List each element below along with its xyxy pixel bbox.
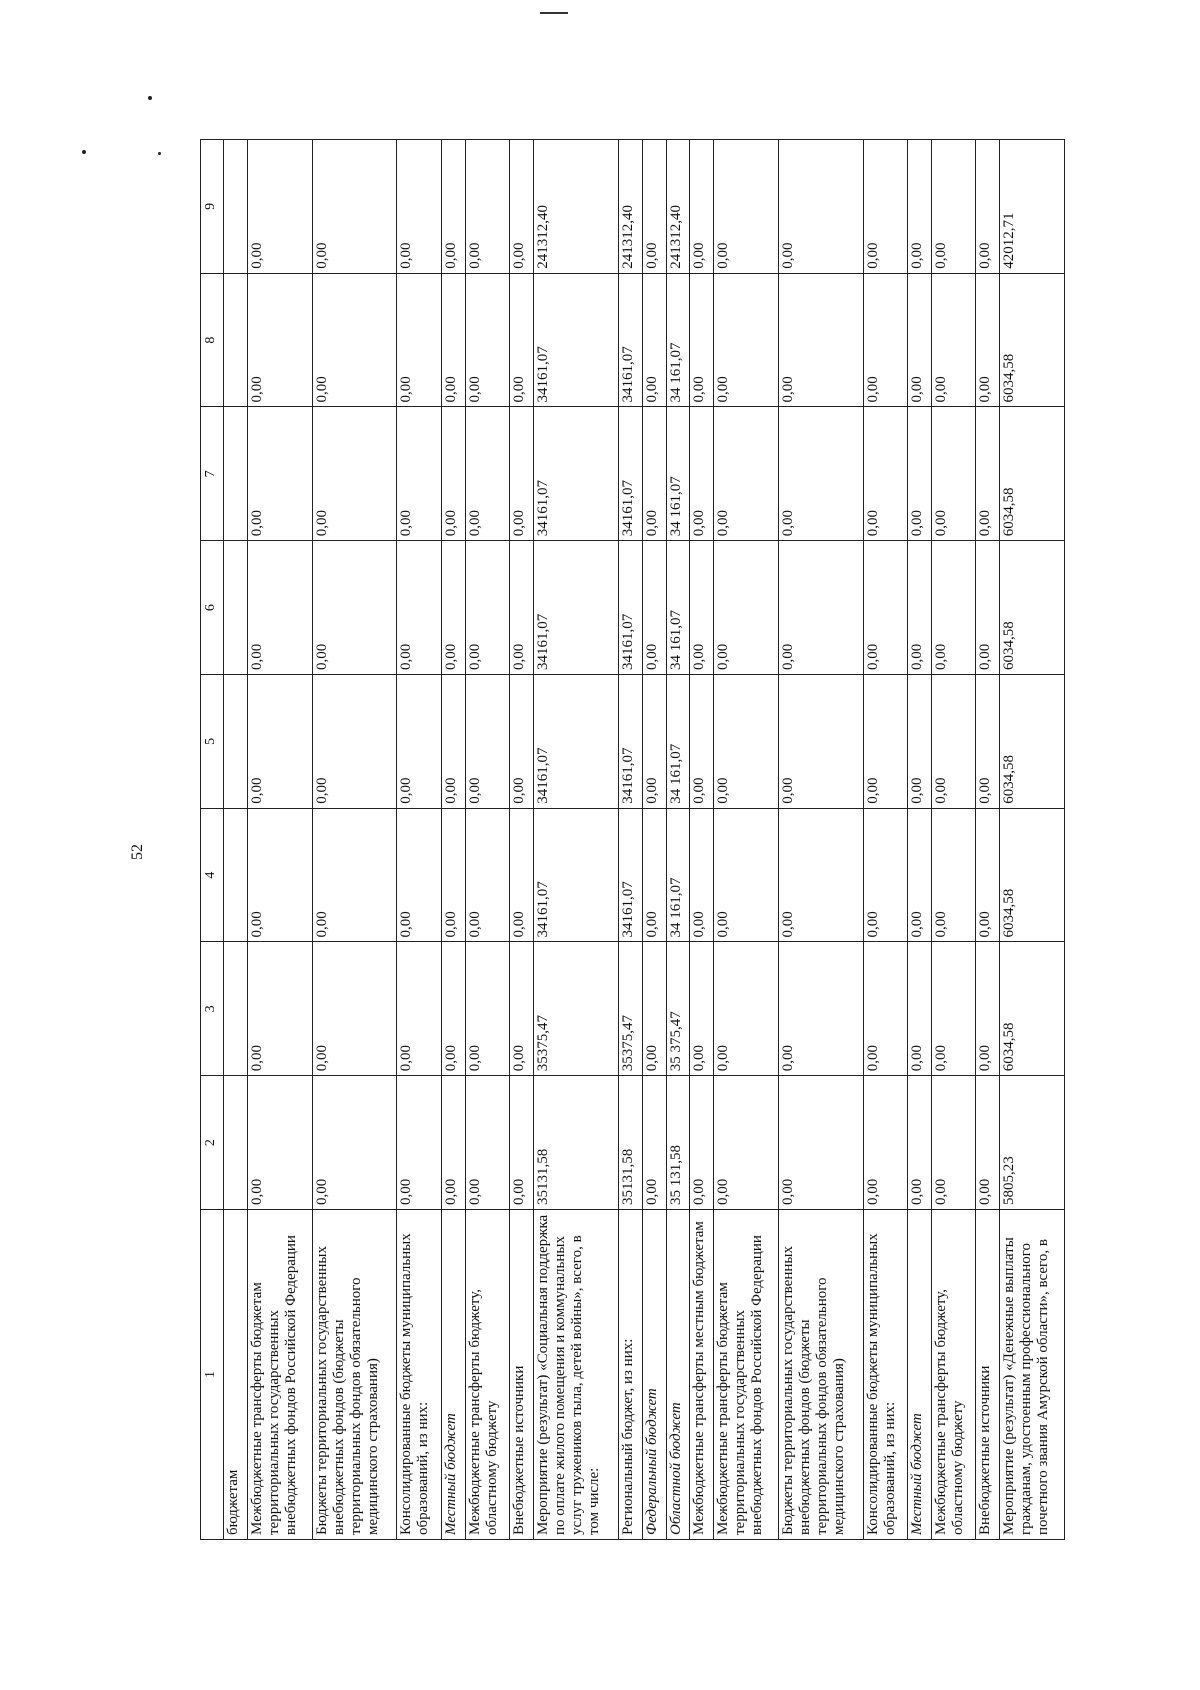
row-value: 0,00 (312, 675, 397, 809)
row-value: 0,00 (690, 407, 714, 541)
row-value: 34161,07 (618, 675, 642, 809)
row-value: 34161,07 (533, 273, 618, 407)
column-header: 5 (201, 675, 224, 809)
row-value: 35375,47 (533, 942, 618, 1076)
table-row (533, 140, 618, 1540)
row-value: 34161,07 (618, 541, 642, 675)
table-row (714, 140, 779, 1540)
row-value: 0,00 (778, 808, 863, 942)
table-row (509, 140, 533, 1540)
row-label: Консолидированные бюджеты муниципальных образований, из них: (397, 1210, 441, 1540)
row-label: Внебюджетные источники (509, 1210, 533, 1540)
row-value: 0,00 (642, 808, 666, 942)
row-value: 0,00 (778, 942, 863, 1076)
column-header: 8 (201, 273, 224, 407)
table-row (642, 140, 666, 1540)
row-value: 0,00 (642, 942, 666, 1076)
row-value (224, 808, 248, 942)
row-label: Межбюджетные трансферты бюджету, областному бюджету (465, 1210, 509, 1540)
row-value: 0,00 (247, 1076, 312, 1210)
row-value: 34161,07 (533, 407, 618, 541)
row-value: 0,00 (932, 407, 976, 541)
row-value: 35 375,47 (666, 942, 690, 1076)
table-row (618, 140, 642, 1540)
row-value: 0,00 (465, 675, 509, 809)
row-value: 6034,58 (1000, 273, 1065, 407)
row-value: 35131,58 (533, 1076, 618, 1210)
row-value: 0,00 (397, 1076, 441, 1210)
table-body (224, 140, 1065, 1540)
row-value: 0,00 (714, 140, 779, 274)
row-value: 0,00 (642, 541, 666, 675)
row-value: 0,00 (509, 1076, 533, 1210)
row-value: 0,00 (247, 273, 312, 407)
row-value: 0,00 (976, 1076, 1000, 1210)
row-value: 0,00 (642, 1076, 666, 1210)
row-value: 0,00 (690, 1076, 714, 1210)
row-label: Бюджеты территориальных государственных внебюджетных фондов (бюджеты территориальных фондов обязательного медицинского страхования) (778, 1210, 863, 1540)
row-value: 6034,58 (1000, 675, 1065, 809)
column-header: 4 (201, 808, 224, 942)
row-value: 0,00 (908, 407, 932, 541)
row-value: 0,00 (441, 541, 465, 675)
row-label: Межбюджетные трансферты местным бюджетам (690, 1210, 714, 1540)
row-label: Бюджеты территориальных государственных внебюджетных фондов (бюджеты территориальных фондов обязательного медицинского страхования) (312, 1210, 397, 1540)
row-value: 0,00 (465, 407, 509, 541)
row-value: 0,00 (509, 808, 533, 942)
row-value: 34161,07 (533, 675, 618, 809)
row-value: 34161,07 (533, 541, 618, 675)
row-value (224, 942, 248, 1076)
row-value: 0,00 (397, 808, 441, 942)
row-value: 0,00 (509, 273, 533, 407)
row-value: 35375,47 (618, 942, 642, 1076)
row-value: 0,00 (714, 808, 779, 942)
row-value: 0,00 (397, 675, 441, 809)
row-value: 0,00 (976, 675, 1000, 809)
row-value: 0,00 (397, 942, 441, 1076)
row-value: 34 161,07 (666, 541, 690, 675)
row-value: 0,00 (690, 808, 714, 942)
row-value: 0,00 (509, 140, 533, 274)
page-number: 52 (129, 844, 146, 860)
budget-table-container (200, 140, 1065, 1540)
row-value: 0,00 (932, 675, 976, 809)
row-value: 0,00 (714, 1076, 779, 1210)
row-value: 0,00 (778, 675, 863, 809)
row-value: 0,00 (642, 140, 666, 274)
row-label: Мероприятие (результат) «Социальная поддержка по оплате жилого помещения и коммунальных услуг тружеников тыла, детей войны», всего, в том числе: (533, 1210, 618, 1540)
row-value: 0,00 (863, 1076, 907, 1210)
row-value: 0,00 (509, 407, 533, 541)
row-value: 0,00 (778, 407, 863, 541)
row-value (224, 407, 248, 541)
scan-speck (158, 152, 161, 155)
row-value: 0,00 (863, 942, 907, 1076)
row-value: 0,00 (908, 675, 932, 809)
row-value: 0,00 (690, 140, 714, 274)
row-value: 0,00 (690, 273, 714, 407)
row-value: 0,00 (465, 140, 509, 274)
row-value: 6034,58 (1000, 541, 1065, 675)
row-value: 0,00 (863, 407, 907, 541)
row-value: 0,00 (714, 273, 779, 407)
row-value: 0,00 (908, 140, 932, 274)
row-label: Местный бюджет (908, 1210, 932, 1540)
row-value: 0,00 (976, 808, 1000, 942)
row-value: 0,00 (932, 1076, 976, 1210)
row-value: 0,00 (441, 407, 465, 541)
row-value (224, 273, 248, 407)
row-value: 0,00 (247, 675, 312, 809)
row-value: 0,00 (247, 541, 312, 675)
row-value: 0,00 (976, 541, 1000, 675)
row-value: 0,00 (932, 140, 976, 274)
row-value: 0,00 (976, 407, 1000, 541)
row-value: 6034,58 (1000, 407, 1065, 541)
row-value: 0,00 (932, 273, 976, 407)
scan-speck (148, 96, 152, 100)
row-value: 34 161,07 (666, 407, 690, 541)
row-label: Федеральный бюджет (642, 1210, 666, 1540)
row-value: 0,00 (690, 675, 714, 809)
row-value: 0,00 (247, 808, 312, 942)
row-value: 241312,40 (666, 140, 690, 274)
row-label: Межбюджетные трансферты бюджетам территориальных государственных внебюджетных фондов Российской Федерации (247, 1210, 312, 1540)
row-value: 0,00 (509, 541, 533, 675)
row-value: 0,00 (397, 541, 441, 675)
table-row (465, 140, 509, 1540)
row-value: 34 161,07 (666, 808, 690, 942)
row-value: 0,00 (714, 675, 779, 809)
row-value: 5805,23 (1000, 1076, 1065, 1210)
row-value: 35 131,58 (666, 1076, 690, 1210)
row-value: 0,00 (932, 942, 976, 1076)
table-header-row (201, 140, 224, 1540)
row-value: 0,00 (714, 407, 779, 541)
row-value: 0,00 (397, 407, 441, 541)
row-value: 34 161,07 (666, 273, 690, 407)
column-header: 1 (201, 1210, 224, 1540)
row-value: 34161,07 (533, 808, 618, 942)
row-label: бюджетам (224, 1210, 248, 1540)
row-value: 0,00 (465, 1076, 509, 1210)
row-value: 0,00 (642, 273, 666, 407)
table-row (778, 140, 863, 1540)
row-value: 0,00 (863, 140, 907, 274)
row-value: 34161,07 (618, 808, 642, 942)
row-value: 0,00 (690, 541, 714, 675)
row-value: 0,00 (312, 407, 397, 541)
row-value: 241312,40 (618, 140, 642, 274)
row-value: 0,00 (778, 1076, 863, 1210)
row-value: 0,00 (932, 541, 976, 675)
row-value: 0,00 (863, 808, 907, 942)
row-label: Консолидированные бюджеты муниципальных образований, из них: (863, 1210, 907, 1540)
row-value: 0,00 (976, 942, 1000, 1076)
row-value: 0,00 (908, 942, 932, 1076)
row-value: 0,00 (778, 541, 863, 675)
table-row (976, 140, 1000, 1540)
row-value: 241312,40 (533, 140, 618, 274)
row-value: 0,00 (441, 942, 465, 1076)
row-value: 0,00 (908, 1076, 932, 1210)
row-label: Межбюджетные трансферты бюджету, областному бюджету (932, 1210, 976, 1540)
row-value: 0,00 (509, 942, 533, 1076)
scan-speck (82, 150, 86, 154)
row-label: Мероприятие (результат) «Денежные выплаты гражданам, удостоенным профессионального почетного звания Амурской области», всего, в (1000, 1210, 1065, 1540)
row-label: Внебюджетные источники (976, 1210, 1000, 1540)
row-value: 0,00 (247, 140, 312, 274)
row-value: 0,00 (465, 541, 509, 675)
row-value: 0,00 (509, 675, 533, 809)
row-label: Межбюджетные трансферты бюджетам территориальных государственных внебюджетных фондов Российской Федерации (714, 1210, 779, 1540)
table-row (312, 140, 397, 1540)
row-value: 0,00 (312, 541, 397, 675)
budget-table (200, 139, 1065, 1540)
row-value: 0,00 (465, 273, 509, 407)
row-value: 0,00 (397, 273, 441, 407)
row-value: 0,00 (863, 273, 907, 407)
row-value: 35131,58 (618, 1076, 642, 1210)
row-value (224, 675, 248, 809)
row-label: Областной бюджет (666, 1210, 690, 1540)
row-value: 0,00 (465, 808, 509, 942)
column-header: 3 (201, 942, 224, 1076)
row-value: 0,00 (312, 1076, 397, 1210)
row-value: 42012,71 (1000, 140, 1065, 274)
row-value: 0,00 (397, 140, 441, 274)
row-value: 6034,58 (1000, 808, 1065, 942)
table-row (224, 140, 248, 1540)
column-header: 9 (201, 140, 224, 274)
table-row (441, 140, 465, 1540)
row-value: 0,00 (976, 273, 1000, 407)
row-value (224, 1076, 248, 1210)
row-value (224, 140, 248, 274)
row-value: 0,00 (908, 541, 932, 675)
row-value: 0,00 (690, 942, 714, 1076)
row-value: 0,00 (908, 273, 932, 407)
table-row (932, 140, 976, 1540)
row-value: 0,00 (642, 407, 666, 541)
row-value: 0,00 (441, 140, 465, 274)
row-value: 0,00 (312, 140, 397, 274)
row-value: 0,00 (312, 942, 397, 1076)
table-row (666, 140, 690, 1540)
row-value: 0,00 (441, 1076, 465, 1210)
row-value: 0,00 (714, 541, 779, 675)
table-row (397, 140, 441, 1540)
row-value: 0,00 (642, 675, 666, 809)
row-value: 34161,07 (618, 273, 642, 407)
row-value: 0,00 (441, 273, 465, 407)
table-row (908, 140, 932, 1540)
row-value: 0,00 (714, 942, 779, 1076)
row-label: Региональный бюджет, из них: (618, 1210, 642, 1540)
row-label: Местный бюджет (441, 1210, 465, 1540)
table-row (247, 140, 312, 1540)
row-value: 34 161,07 (666, 675, 690, 809)
table-row (690, 140, 714, 1540)
row-value: 0,00 (863, 541, 907, 675)
row-value: 0,00 (465, 942, 509, 1076)
row-value (224, 541, 248, 675)
column-header: 6 (201, 541, 224, 675)
column-header: 7 (201, 407, 224, 541)
row-value: 0,00 (778, 140, 863, 274)
row-value: 0,00 (312, 808, 397, 942)
table-row (863, 140, 907, 1540)
row-value: 0,00 (441, 808, 465, 942)
row-value: 0,00 (863, 675, 907, 809)
row-value: 0,00 (976, 140, 1000, 274)
scan-mark (540, 12, 568, 14)
row-value: 0,00 (312, 273, 397, 407)
row-value: 0,00 (778, 273, 863, 407)
table-row (1000, 140, 1065, 1540)
row-value: 0,00 (908, 808, 932, 942)
row-value: 0,00 (441, 675, 465, 809)
row-value: 0,00 (247, 942, 312, 1076)
column-header: 2 (201, 1076, 224, 1210)
row-value: 6034,58 (1000, 942, 1065, 1076)
row-value: 34161,07 (618, 407, 642, 541)
row-value: 0,00 (932, 808, 976, 942)
row-value: 0,00 (247, 407, 312, 541)
